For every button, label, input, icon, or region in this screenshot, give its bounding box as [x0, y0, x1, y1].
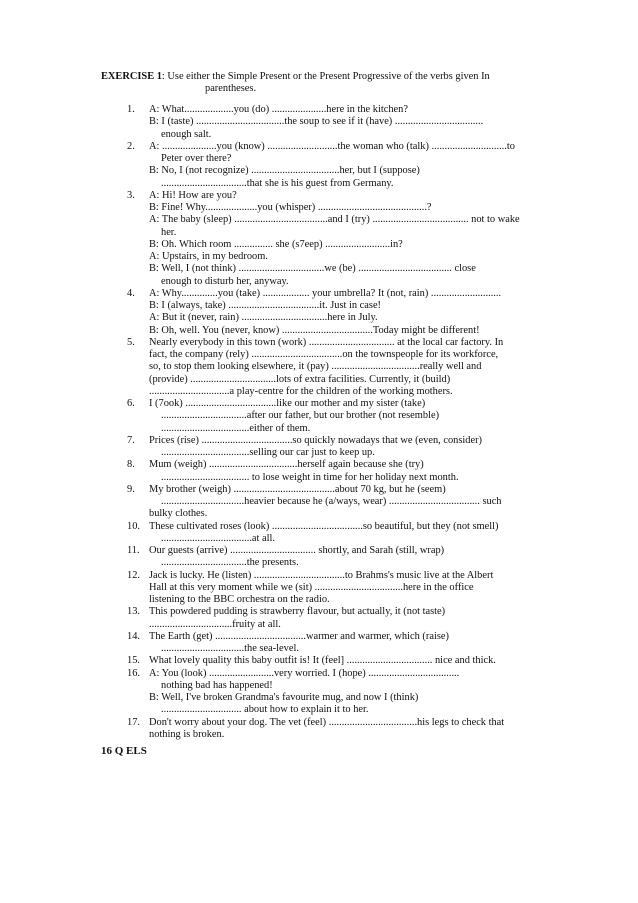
exercise-item — [127, 717, 552, 742]
item-line: ................................fruity at all. — [149, 618, 281, 630]
item-line: listening to the BBC orchestra on the radio. — [149, 594, 330, 605]
item-line: ...............................a play-centre for the children of the working mothers. — [149, 385, 453, 397]
exercise-item — [127, 521, 552, 546]
page-footer: 16 Q ELS — [101, 745, 147, 757]
item-number: 5. — [127, 336, 135, 348]
item-line: .................................the presents. — [161, 557, 299, 569]
item-number: 14. — [127, 630, 140, 642]
item-number: 7. — [127, 434, 135, 446]
item-line: This powdered pudding is strawberry flavour, but actually, it (not taste) — [149, 606, 446, 618]
item-line: enough salt. — [161, 128, 212, 140]
item-number: 13. — [127, 606, 140, 618]
item-line: ................................the sea-level. — [161, 643, 299, 654]
item-number: 17. — [127, 716, 140, 728]
exercise-item — [127, 288, 552, 337]
item-line: B: I (always, take) ...................................it. Just in case! — [149, 300, 382, 311]
item-line: Nearly everybody in this town (work) ................................. at the local car factory. In — [149, 336, 504, 348]
item-line: The Earth (get) ...................................warmer and warmer, which (raise) — [149, 630, 449, 642]
exercise-item — [127, 655, 552, 667]
item-line: enough to disturb her, anyway. — [161, 275, 289, 287]
item-line: her. — [161, 226, 177, 238]
item-line: A: .....................you (know) ...........................the woman who (talk) .............................to — [149, 140, 515, 152]
item-line: ..................................selling our car just to keep up. — [161, 447, 375, 458]
item-number: 9. — [127, 483, 135, 495]
exercise-item — [127, 104, 552, 141]
item-line: (provide) .................................lots of extra facilities. Currently, it (build) — [149, 373, 451, 385]
item-number: 4. — [127, 287, 135, 299]
exercise-item — [127, 435, 552, 460]
item-line: Our guests (arrive) ................................. shortly, and Sarah (still, wrap) — [149, 545, 445, 556]
item-line: Peter over there? — [161, 153, 232, 164]
exercise-item — [127, 141, 552, 190]
item-line: These cultivated roses (look) ...................................so beautiful, but they (not smell) — [149, 520, 499, 532]
item-line: A: Hi! How are you? — [149, 189, 237, 201]
exercise-items-list — [127, 104, 552, 741]
item-number: 6. — [127, 398, 135, 409]
item-number: 8. — [127, 459, 135, 471]
item-line: A: What...................you (do) .....................here in the kitchen? — [149, 104, 408, 115]
item-line: fact, the company (rely) ...................................on the townspeople for its workforce, — [149, 349, 499, 360]
item-line: .................................. to lose weight in time for her holiday next month. — [161, 471, 459, 483]
item-number: 3. — [127, 189, 135, 201]
item-line: B: Fine! Why....................you (whisper) ..........................................? — [149, 202, 432, 213]
item-line: .................................that she is his guest from Germany. — [161, 177, 394, 189]
item-line: A: The baby (sleep) ....................................and I (try) ..................................... not to wake — [149, 214, 520, 226]
item-line: Hall at this very moment while we (sit) ..................................here in the office — [149, 581, 474, 593]
exercise-item — [127, 545, 552, 570]
item-line: B: I (taste) ..................................the soup to see if it (have) .................................. — [149, 116, 484, 128]
exercise-item — [127, 484, 552, 521]
exercise-item — [127, 190, 552, 288]
item-number: 12. — [127, 569, 140, 581]
exercise-item — [127, 631, 552, 656]
item-line: I (7ook) ...................................like our mother and my sister (take) — [149, 398, 426, 409]
item-line: nothing bad has happened! — [161, 679, 273, 691]
item-line: Prices (rise) ...................................so quickly nowadays that we (even, consider) — [149, 434, 483, 446]
item-number: 11. — [127, 545, 140, 556]
exercise-item — [127, 398, 552, 435]
exercise-item — [127, 337, 552, 398]
item-line: B: No, I (not recognize) ..................................her, but I (suppose) — [149, 165, 420, 177]
item-line: B: Well, I've broken Grandma's favourite mug, and now I (think) — [149, 692, 419, 703]
exercise-instruction-line1 — [101, 71, 571, 83]
item-line: Jack is lucky. He (listen) ...................................to Brahms's music live at the Albert — [149, 569, 494, 581]
item-line: ..................................either of them. — [161, 422, 311, 434]
item-number: 15. — [127, 655, 140, 667]
item-line: ................................heavier because he (a/ways, wear) ................................... such — [161, 496, 502, 507]
exercise-item — [127, 606, 552, 631]
item-line: bulky clothes. — [149, 508, 208, 520]
exercise-header — [101, 71, 571, 96]
item-line: ...................................at all. — [161, 532, 275, 544]
item-number: 1. — [127, 104, 135, 115]
exercise-item — [127, 668, 552, 717]
item-number: 16. — [127, 667, 140, 679]
item-number: 2. — [127, 140, 135, 152]
item-line: nothing is broken. — [149, 728, 225, 740]
exercise-item — [127, 459, 552, 484]
item-number: 10. — [127, 520, 140, 532]
item-line: A: Why..............you (take) .................. your umbrella? It (not, rain) ........................... — [149, 287, 502, 299]
item-line: Don't worry about your dog. The vet (feel) ..................................his legs to check that — [149, 716, 505, 728]
item-line: B: Well, I (not think) .................................we (be) .................................... close — [149, 263, 476, 275]
item-line: ............................... about how to explain it to her. — [161, 704, 369, 716]
item-line: .................................after our father, but our brother (not resemble) — [161, 410, 440, 422]
item-line: so, to stop them looking elsewhere, it (pay) ..................................really well and — [149, 361, 482, 373]
item-line: A: But it (never, rain) .................................here in July. — [149, 312, 378, 324]
item-line: B: Oh. Which room ............... she (s7eep) .........................in? — [149, 238, 403, 250]
item-line: Mum (weigh) ..................................herself again because she (try) — [149, 459, 424, 471]
instruction-text: : Use either the Simple Present or the Present Progressive of the verbs given In — [161, 71, 490, 82]
item-line: A: Upstairs, in my bedroom. — [149, 251, 268, 262]
item-line: What lovely quality this baby outfit is! It (feel] ................................. nice and thick. — [149, 655, 496, 667]
exercise-instruction-line2: parentheses. — [205, 83, 257, 95]
item-line: B: Oh, well. You (never, know) ...................................Today might be different! — [149, 324, 480, 336]
exercise-label: EXERCISE 1 — [101, 71, 162, 82]
item-line: A: You (look) .........................very worried. I (hope) ................................... — [149, 667, 460, 679]
exercise-item — [127, 570, 552, 607]
item-line: My brother (weigh) .......................................about 70 kg, but he (seem) — [149, 483, 446, 495]
